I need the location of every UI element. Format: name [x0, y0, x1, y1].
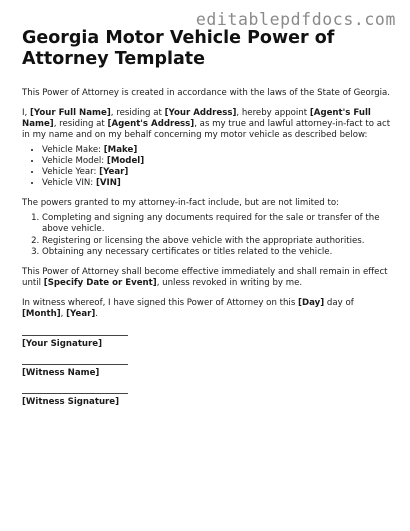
list-item: • Vehicle VIN: [VIN] — [42, 178, 392, 189]
signature-label: [Witness Name] — [22, 368, 100, 378]
list-item: • Vehicle Model: [Model] — [42, 156, 392, 167]
your-address-field: [Your Address] — [164, 108, 237, 118]
signature-line — [22, 393, 128, 394]
year-field: [Year] — [66, 309, 96, 319]
your-signature-block — [22, 335, 128, 350]
intro-paragraph: This Power of Attorney is created in accordance with the laws of the State of Georgia. — [22, 88, 391, 98]
signature-line — [22, 335, 128, 336]
document-title: Georgia Motor Vehicle Power of Attorney Template — [22, 28, 335, 69]
witness-paragraph: In witness whereof, I have signed this Power of Attorney on this [Day] day of [Month], [Year]. — [22, 298, 354, 319]
month-field: [Month] — [22, 309, 61, 319]
powers-list — [22, 213, 392, 258]
vehicle-model-field: [Model] — [106, 156, 145, 166]
effective-paragraph: This Power of Attorney shall become effective immediately and shall remain in effect until [Specify Date or Event], unless revoked in writing by me. — [22, 267, 388, 288]
list-item: 2. Registering or licensing the above vehicle with the appropriate authorities. — [42, 236, 392, 247]
witness-signature-block — [22, 393, 128, 408]
signature-line — [22, 364, 128, 365]
vehicle-details-list — [22, 145, 392, 189]
list-item: • Vehicle Make: [Make] — [42, 145, 392, 156]
effective-date-field: [Specify Date or Event] — [43, 278, 157, 288]
vehicle-year-field: [Year] — [99, 167, 129, 177]
list-item: 1. Completing and signing any documents required for the sale or transfer of the above vehicle. — [42, 213, 392, 235]
vehicle-vin-field: [VIN] — [95, 178, 121, 188]
day-field: [Day] — [298, 298, 325, 308]
agent-address-field: [Agent's Address] — [107, 119, 195, 129]
your-full-name-field: [Your Full Name] — [30, 108, 111, 118]
document — [22, 28, 392, 408]
agent-full-name-field: [Agent's Full Name] — [22, 108, 371, 129]
signature-label: [Your Signature] — [22, 339, 103, 349]
powers-intro: The powers granted to my attorney-in-fact include, but are not limited to: — [22, 198, 339, 208]
appointment-paragraph: I, [Your Full Name], residing at [Your Address], hereby appoint [Agent's Full Name], residing at [Agent's Address], as my true and lawful attorney-in-fact to act in my name and on my behalf concerning my motor vehicle as described below: — [22, 108, 391, 140]
watermark: editablepdfdocs.com — [195, 10, 396, 29]
list-item: 3. Obtaining any necessary certificates or titles related to the vehicle. — [42, 247, 392, 258]
vehicle-make-field: [Make] — [103, 145, 138, 155]
witness-name-block — [22, 364, 128, 379]
list-item: • Vehicle Year: [Year] — [42, 167, 392, 178]
signature-label: [Witness Signature] — [22, 397, 120, 407]
